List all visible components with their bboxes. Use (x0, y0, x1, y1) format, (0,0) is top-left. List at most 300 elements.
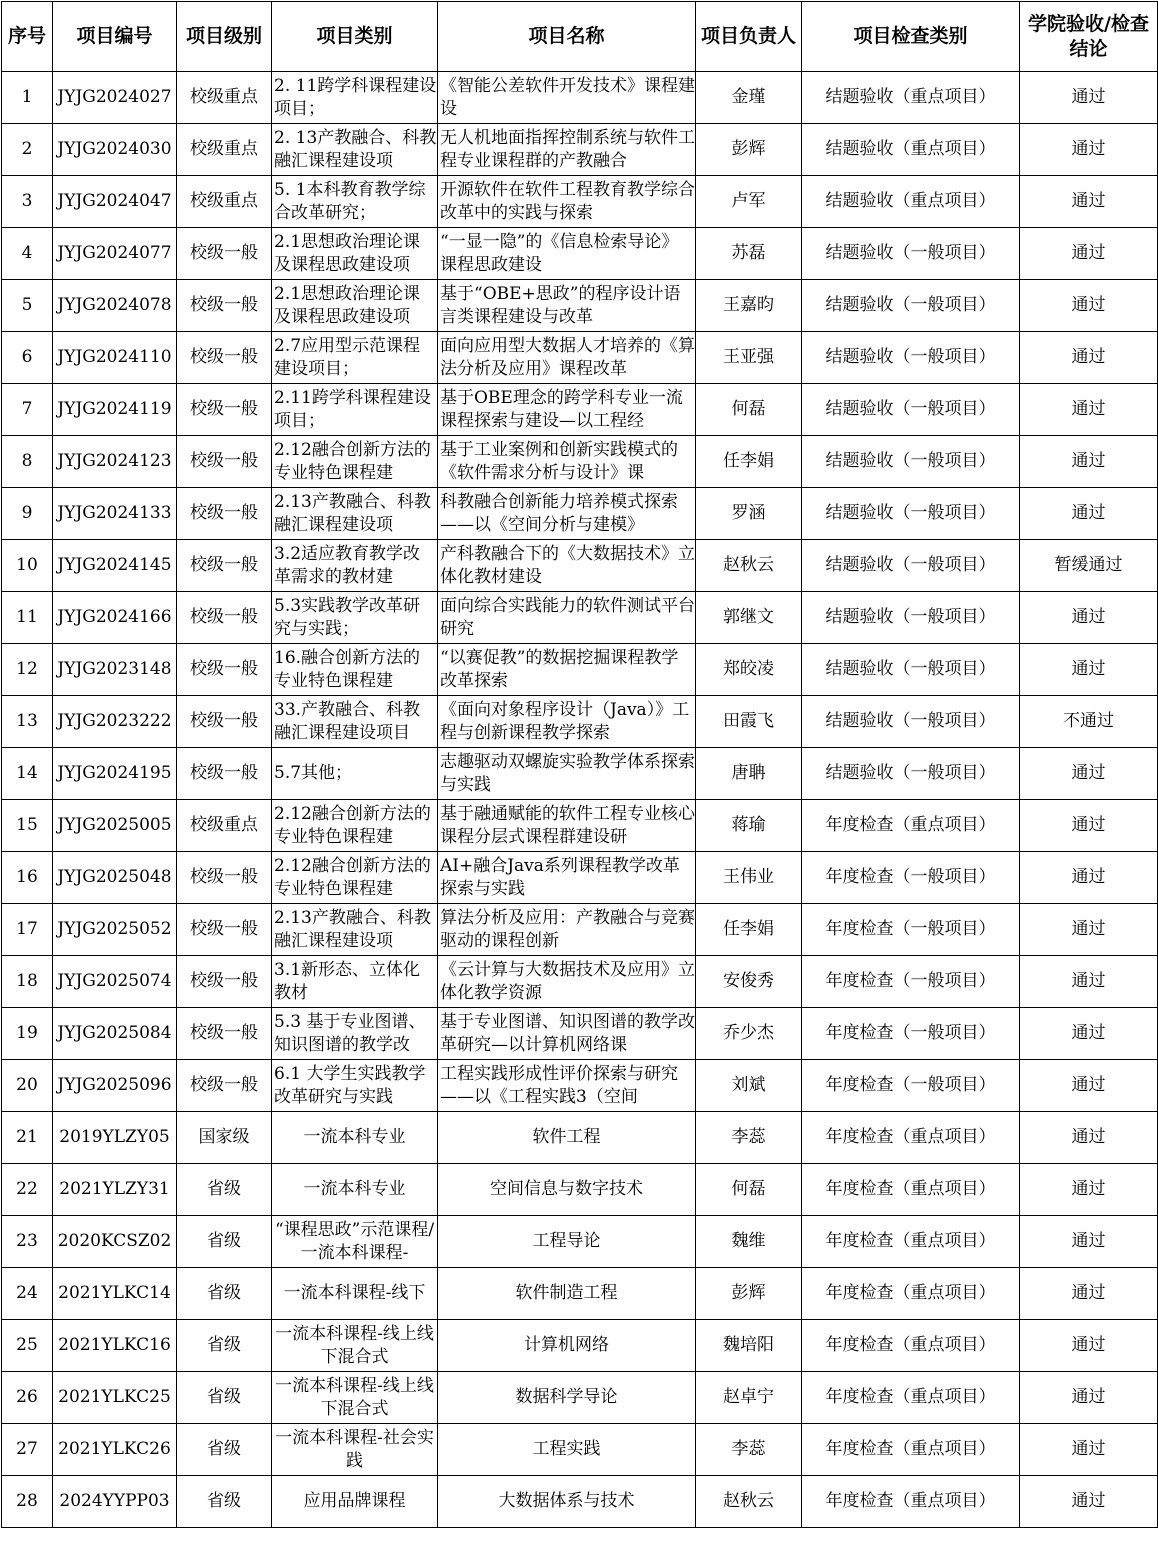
cell-leader (696, 592, 802, 644)
cell-no-text: 27 (16, 1439, 38, 1459)
cell-no-text: 18 (16, 971, 38, 991)
cell-name-text: 空间信息与数字技术 (490, 1179, 643, 1199)
cell-leader (696, 1060, 802, 1112)
cell-name (438, 488, 696, 540)
cell-no-text: 9 (21, 503, 33, 523)
cell-code (53, 1008, 177, 1060)
cell-code (53, 956, 177, 1008)
cell-check (802, 1060, 1020, 1112)
cell-level (177, 1476, 272, 1528)
cell-check (802, 904, 1020, 956)
cell-check-text: 结题验收（一般项目） (825, 451, 996, 471)
cell-check (802, 280, 1020, 332)
cell-name-text: 面向综合实践能力的软件测试平台研究 (440, 595, 695, 639)
cell-check (802, 956, 1020, 1008)
cell-leader (696, 1320, 802, 1372)
table-row (2, 1008, 1158, 1060)
cell-leader-text: 李蕊 (731, 1127, 766, 1147)
cell-category (272, 1216, 438, 1268)
cell-no (2, 852, 53, 904)
cell-level (177, 72, 272, 124)
cell-result-text: 不通过 (1063, 711, 1114, 731)
cell-code-text: JYJG2025048 (57, 867, 172, 887)
cell-check-text: 年度检查（重点项目） (825, 1231, 996, 1251)
cell-leader-text: 王亚强 (723, 347, 774, 367)
table-row (2, 748, 1158, 800)
cell-level (177, 748, 272, 800)
cell-code-text: 2021YLKC26 (58, 1439, 171, 1459)
cell-level (177, 852, 272, 904)
cell-level (177, 1060, 272, 1112)
cell-code-text: JYJG2024030 (57, 139, 172, 159)
cell-result (1020, 72, 1158, 124)
cell-leader-text: 卢军 (731, 191, 766, 211)
cell-level-text: 校级一般 (190, 243, 258, 263)
cell-category-text: 2.13产教融合、科教融汇课程建设项 (274, 907, 431, 951)
cell-no-text: 4 (21, 243, 33, 263)
cell-name-text: 大数据体系与技术 (498, 1491, 635, 1511)
cell-no (2, 1476, 53, 1528)
header-leader: 项目负责人 (696, 2, 802, 72)
cell-leader-text: 赵秋云 (723, 1491, 774, 1511)
cell-code (53, 176, 177, 228)
cell-name-text: 工程实践形成性评价探索与研究——以《工程实践3（空间 (440, 1063, 678, 1107)
cell-name-text: 产科教融合下的《大数据技术》立体化教材建设 (440, 543, 695, 587)
cell-level-text: 校级一般 (190, 919, 258, 939)
cell-no-text: 6 (21, 347, 33, 367)
cell-leader-text: 任李娟 (723, 451, 774, 471)
cell-check (802, 1424, 1020, 1476)
cell-level-text: 校级重点 (190, 191, 258, 211)
cell-check (802, 852, 1020, 904)
cell-check (802, 1268, 1020, 1320)
cell-name (438, 1320, 696, 1372)
cell-code-text: JYJG2025096 (57, 1075, 172, 1095)
cell-name (438, 1372, 696, 1424)
cell-result-text: 通过 (1071, 1387, 1106, 1407)
cell-no (2, 540, 53, 592)
cell-level-text: 校级一般 (190, 867, 258, 887)
cell-code-text: 2021YLZY31 (59, 1179, 170, 1199)
cell-check-text: 年度检查（重点项目） (825, 815, 996, 835)
cell-result-text: 通过 (1071, 867, 1106, 887)
cell-no (2, 1320, 53, 1372)
cell-leader-text: 何磊 (731, 1179, 766, 1199)
cell-category-text: 一流本科专业 (303, 1127, 406, 1147)
cell-no (2, 1216, 53, 1268)
cell-level-text: 省级 (207, 1491, 241, 1511)
cell-code-text: 2021YLKC16 (58, 1335, 171, 1355)
cell-no-text: 8 (21, 451, 33, 471)
cell-check-text: 年度检查（重点项目） (825, 1491, 996, 1511)
cell-code (53, 904, 177, 956)
cell-code (53, 436, 177, 488)
cell-level-text: 省级 (207, 1387, 241, 1407)
header-check: 项目检查类别 (802, 2, 1020, 72)
cell-no-text: 17 (16, 919, 38, 939)
cell-no-text: 25 (16, 1335, 38, 1355)
cell-check-text: 结题验收（一般项目） (825, 763, 996, 783)
cell-leader (696, 176, 802, 228)
cell-no-text: 24 (16, 1283, 38, 1303)
cell-level (177, 176, 272, 228)
cell-no-text: 3 (21, 191, 33, 211)
cell-leader (696, 1164, 802, 1216)
cell-name (438, 1424, 696, 1476)
cell-result (1020, 696, 1158, 748)
header-result: 学院验收/检查结论 (1020, 2, 1158, 72)
cell-result-text: 通过 (1071, 451, 1106, 471)
cell-check-text: 年度检查（重点项目） (825, 1387, 996, 1407)
cell-leader-text: 唐聃 (731, 763, 766, 783)
cell-result-text: 通过 (1071, 1335, 1106, 1355)
cell-name-text: 面向应用型大数据人才培养的《算法分析及应用》课程改革 (440, 335, 695, 379)
cell-leader-text: 罗涵 (731, 503, 766, 523)
cell-level-text: 省级 (207, 1179, 241, 1199)
cell-category-text: 应用品牌课程 (303, 1491, 406, 1511)
cell-code-text: JYJG2023222 (57, 711, 172, 731)
cell-check (802, 1008, 1020, 1060)
cell-code-text: JYJG2024133 (57, 503, 172, 523)
cell-category (272, 1060, 438, 1112)
cell-check (802, 228, 1020, 280)
cell-result (1020, 488, 1158, 540)
cell-code-text: JYJG2024047 (57, 191, 172, 211)
cell-no (2, 280, 53, 332)
cell-code (53, 1112, 177, 1164)
table-row (2, 800, 1158, 852)
table-row (2, 488, 1158, 540)
cell-no (2, 800, 53, 852)
cell-check-text: 结题验收（一般项目） (825, 243, 996, 263)
cell-result-text: 通过 (1071, 1439, 1106, 1459)
cell-no (2, 904, 53, 956)
cell-level-text: 省级 (207, 1231, 241, 1251)
cell-code (53, 1268, 177, 1320)
table-row (2, 72, 1158, 124)
cell-category (272, 1476, 438, 1528)
cell-leader-text: 郑皎凌 (723, 659, 774, 679)
cell-check (802, 696, 1020, 748)
cell-category-text: 5.3 基于专业图谱、知识图谱的教学改 (274, 1011, 426, 1055)
cell-level-text: 省级 (207, 1283, 241, 1303)
cell-result (1020, 956, 1158, 1008)
cell-name (438, 592, 696, 644)
cell-name-text: 基于OBE理念的跨学科专业一流课程探索与建设—以工程经 (440, 387, 683, 431)
cell-level-text: 校级一般 (190, 503, 258, 523)
cell-code-text: JYJG2024078 (57, 295, 172, 315)
cell-leader (696, 748, 802, 800)
cell-result (1020, 852, 1158, 904)
cell-result-text: 通过 (1071, 815, 1106, 835)
cell-result (1020, 592, 1158, 644)
table-row (2, 124, 1158, 176)
cell-check-text: 年度检查（重点项目） (825, 1283, 996, 1303)
cell-result (1020, 644, 1158, 696)
cell-check (802, 1372, 1020, 1424)
cell-category-text: 2.12融合创新方法的专业特色课程建 (274, 855, 431, 899)
cell-check-text: 年度检查（重点项目） (825, 1179, 996, 1199)
cell-code-text: 2021YLKC14 (58, 1283, 171, 1303)
cell-check-text: 结题验收（重点项目） (825, 87, 996, 107)
cell-leader-text: 苏磊 (731, 243, 766, 263)
cell-code (53, 280, 177, 332)
cell-category (272, 592, 438, 644)
cell-code (53, 748, 177, 800)
cell-no-text: 2 (21, 139, 33, 159)
cell-result (1020, 1060, 1158, 1112)
cell-code (53, 72, 177, 124)
cell-leader (696, 956, 802, 1008)
cell-leader-text: 彭辉 (731, 1283, 766, 1303)
cell-check-text: 结题验收（一般项目） (825, 399, 996, 419)
cell-category-text: 2.12融合创新方法的专业特色课程建 (274, 803, 431, 847)
cell-check (802, 800, 1020, 852)
cell-level-text: 校级一般 (190, 1075, 258, 1095)
cell-level (177, 436, 272, 488)
cell-code (53, 592, 177, 644)
cell-result-text: 通过 (1071, 659, 1106, 679)
cell-level (177, 696, 272, 748)
cell-name (438, 1060, 696, 1112)
cell-name (438, 1268, 696, 1320)
cell-no (2, 748, 53, 800)
cell-leader (696, 1112, 802, 1164)
cell-category-text: 6.1 大学生实践教学改革研究与实践 (274, 1063, 426, 1107)
cell-code (53, 800, 177, 852)
cell-name (438, 436, 696, 488)
cell-category (272, 72, 438, 124)
table-row (2, 1164, 1158, 1216)
cell-category (272, 956, 438, 1008)
cell-check-text: 结题验收（一般项目） (825, 503, 996, 523)
cell-category-text: 2. 13产教融合、科教融汇课程建设项 (274, 127, 437, 171)
cell-no (2, 72, 53, 124)
cell-category (272, 1008, 438, 1060)
cell-no-text: 23 (16, 1231, 38, 1251)
cell-code (53, 1164, 177, 1216)
cell-name-text: 《智能公差软件开发技术》课程建设 (440, 75, 695, 119)
cell-no (2, 176, 53, 228)
cell-check-text: 年度检查（重点项目） (825, 1439, 996, 1459)
cell-leader-text: 王嘉昀 (723, 295, 774, 315)
cell-level (177, 592, 272, 644)
cell-no (2, 956, 53, 1008)
table-row (2, 280, 1158, 332)
cell-no (2, 332, 53, 384)
cell-level-text: 校级一般 (190, 347, 258, 367)
cell-code (53, 1476, 177, 1528)
cell-no-text: 20 (16, 1075, 38, 1095)
cell-category (272, 1320, 438, 1372)
table-row (2, 1060, 1158, 1112)
cell-category (272, 280, 438, 332)
cell-leader (696, 228, 802, 280)
cell-no-text: 1 (21, 87, 33, 107)
cell-name-text: 志趣驱动双螺旋实验教学体系探索与实践 (440, 751, 695, 795)
cell-name (438, 384, 696, 436)
cell-code (53, 384, 177, 436)
cell-no-text: 28 (16, 1491, 38, 1511)
cell-check-text: 结题验收（一般项目） (825, 555, 996, 575)
cell-check (802, 384, 1020, 436)
header-level: 项目级别 (177, 2, 272, 72)
cell-name (438, 1112, 696, 1164)
cell-name-text: 软件工程 (532, 1127, 601, 1147)
cell-category (272, 124, 438, 176)
cell-level-text: 校级一般 (190, 399, 258, 419)
cell-code-text: JYJG2025052 (57, 919, 172, 939)
cell-no-text: 21 (16, 1127, 38, 1147)
cell-result-text: 通过 (1071, 919, 1106, 939)
cell-category-text: 3.1新形态、立体化教材 (274, 959, 421, 1003)
cell-category (272, 644, 438, 696)
cell-leader (696, 1216, 802, 1268)
cell-result (1020, 384, 1158, 436)
cell-no (2, 1424, 53, 1476)
cell-code-text: JYJG2024027 (57, 87, 172, 107)
cell-name-text: 无人机地面指挥控制系统与软件工程专业课程群的产教融合 (440, 127, 695, 171)
cell-code-text: JYJG2024077 (57, 243, 172, 263)
cell-name (438, 748, 696, 800)
table-row (2, 384, 1158, 436)
table-row (2, 1216, 1158, 1268)
cell-check (802, 1164, 1020, 1216)
cell-no (2, 436, 53, 488)
cell-result (1020, 1164, 1158, 1216)
table-body (2, 72, 1158, 1528)
cell-name (438, 280, 696, 332)
cell-level (177, 1164, 272, 1216)
cell-result (1020, 904, 1158, 956)
cell-level-text: 校级重点 (190, 815, 258, 835)
cell-no (2, 1060, 53, 1112)
cell-no-text: 22 (16, 1179, 38, 1199)
cell-check-text: 年度检查（重点项目） (825, 1127, 996, 1147)
cell-code-text: 2019YLZY05 (59, 1127, 170, 1147)
cell-name-text: 基于专业图谱、知识图谱的教学改革研究—以计算机网络课 (440, 1011, 695, 1055)
cell-leader-text: 魏维 (731, 1231, 766, 1251)
cell-category (272, 1268, 438, 1320)
cell-code-text: JYJG2024110 (57, 347, 172, 367)
cell-level (177, 1216, 272, 1268)
cell-level-text: 国家级 (198, 1127, 250, 1147)
cell-code-text: JYJG2024123 (57, 451, 172, 471)
cell-name-text: 基于融通赋能的软件工程专业核心课程分层式课程群建设研 (440, 803, 695, 847)
table-row (2, 540, 1158, 592)
cell-category (272, 384, 438, 436)
table-row (2, 1372, 1158, 1424)
cell-result (1020, 228, 1158, 280)
cell-category (272, 540, 438, 592)
cell-level (177, 488, 272, 540)
cell-leader-text: 彭辉 (731, 139, 766, 159)
cell-check (802, 72, 1020, 124)
cell-level (177, 956, 272, 1008)
cell-leader-text: 金瑾 (731, 87, 766, 107)
cell-result-text: 通过 (1071, 1283, 1106, 1303)
cell-result-text: 通过 (1071, 971, 1106, 991)
cell-no-text: 19 (16, 1023, 38, 1043)
cell-result (1020, 1268, 1158, 1320)
cell-code (53, 1060, 177, 1112)
cell-check (802, 592, 1020, 644)
cell-name (438, 540, 696, 592)
cell-level (177, 800, 272, 852)
cell-code (53, 124, 177, 176)
cell-no-text: 14 (16, 763, 38, 783)
cell-leader-text: 魏培阳 (723, 1335, 774, 1355)
table-row (2, 904, 1158, 956)
cell-leader (696, 696, 802, 748)
cell-result-text: 通过 (1071, 1075, 1106, 1095)
cell-name (438, 800, 696, 852)
cell-leader-text: 乔少杰 (723, 1023, 774, 1043)
cell-category-text: 5.3实践教学改革研究与实践； (274, 595, 421, 639)
cell-name-text: “以赛促教”的数据挖掘课程教学改革探索 (440, 647, 679, 691)
cell-category-text: 5.7其他； (274, 763, 353, 783)
cell-no (2, 696, 53, 748)
cell-category-text: 一流本科课程-线下 (283, 1283, 426, 1303)
cell-level (177, 280, 272, 332)
cell-category (272, 1424, 438, 1476)
cell-code-text: JYJG2025074 (57, 971, 172, 991)
cell-name-text: 开源软件在软件工程教育教学综合改革中的实践与探索 (440, 179, 695, 223)
cell-check-text: 结题验收（一般项目） (825, 295, 996, 315)
cell-result-text: 通过 (1071, 1127, 1106, 1147)
cell-check (802, 1476, 1020, 1528)
cell-no (2, 488, 53, 540)
cell-leader (696, 904, 802, 956)
header-code: 项目编号 (53, 2, 177, 72)
cell-leader-text: 赵卓宁 (723, 1387, 774, 1407)
cell-level (177, 1112, 272, 1164)
cell-category (272, 1164, 438, 1216)
cell-category-text: 5. 1本科教育教学综合改革研究； (274, 179, 426, 223)
cell-leader (696, 1424, 802, 1476)
project-table (1, 1, 1158, 1528)
cell-check-text: 年度检查（一般项目） (825, 919, 996, 939)
cell-result-text: 通过 (1071, 347, 1106, 367)
cell-leader (696, 800, 802, 852)
cell-level-text: 省级 (207, 1439, 241, 1459)
cell-result (1020, 280, 1158, 332)
cell-check-text: 结题验收（一般项目） (825, 659, 996, 679)
cell-result-text: 通过 (1071, 1023, 1106, 1043)
cell-check-text: 年度检查（一般项目） (825, 1075, 996, 1095)
cell-leader-text: 李蕊 (731, 1439, 766, 1459)
cell-check-text: 年度检查（重点项目） (825, 1335, 996, 1355)
cell-check (802, 436, 1020, 488)
cell-category (272, 332, 438, 384)
cell-leader (696, 280, 802, 332)
cell-category (272, 1112, 438, 1164)
cell-code-text: 2020KCSZ02 (57, 1231, 172, 1251)
cell-level-text: 校级一般 (190, 607, 258, 627)
cell-category-text: 2. 11跨学科课程建设项目； (274, 75, 437, 119)
cell-code (53, 852, 177, 904)
cell-no-text: 12 (16, 659, 38, 679)
cell-name-text: “一显一隐”的《信息检索导论》课程思政建设 (440, 231, 679, 275)
cell-leader (696, 436, 802, 488)
cell-level-text: 校级重点 (190, 87, 258, 107)
cell-category-text: 16.融合创新方法的专业特色课程建 (274, 647, 421, 691)
cell-check (802, 1112, 1020, 1164)
cell-result (1020, 540, 1158, 592)
cell-result-text: 暂缓通过 (1054, 555, 1123, 575)
cell-no (2, 228, 53, 280)
cell-code (53, 1424, 177, 1476)
